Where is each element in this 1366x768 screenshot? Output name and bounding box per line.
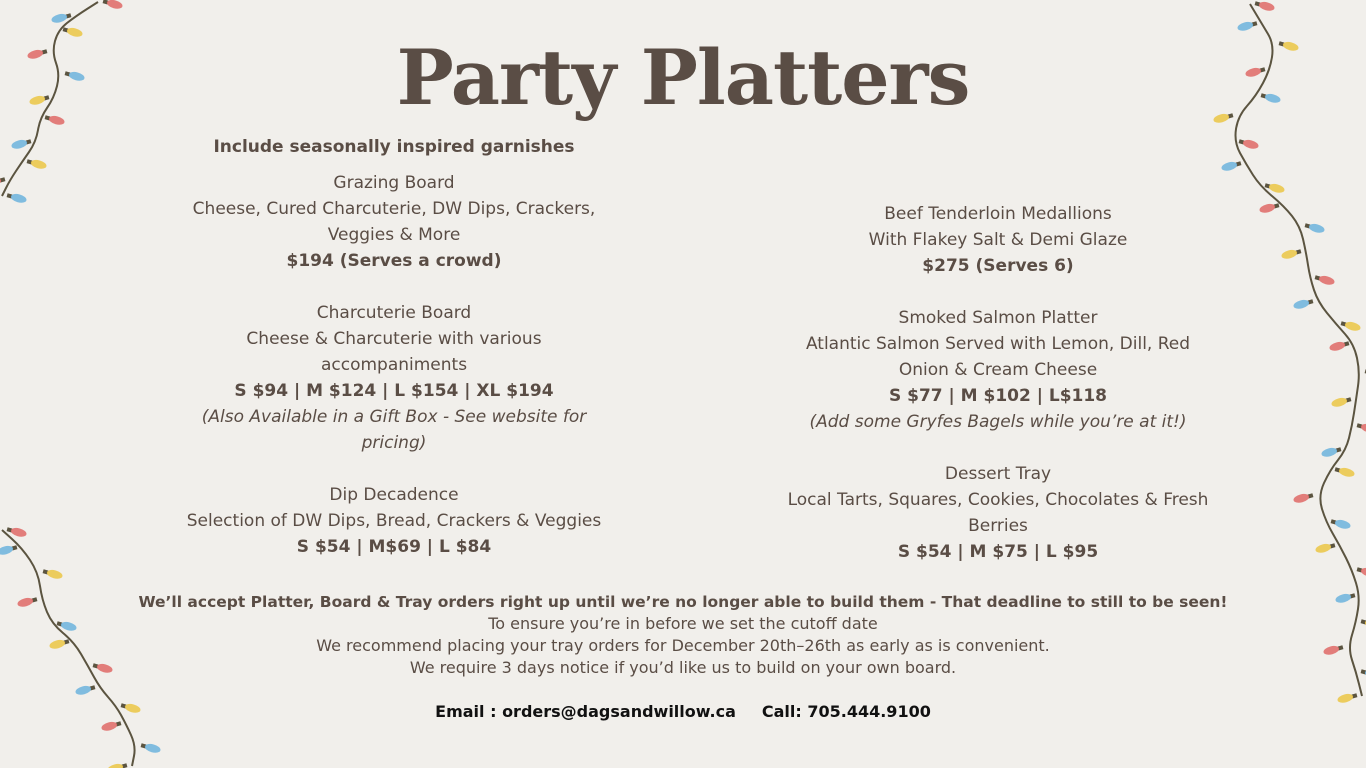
cutoff-note: To ensure you’re in before we set the cutoff date	[488, 614, 878, 633]
light-bulb-icon	[1329, 339, 1350, 352]
light-bulb-icon	[1259, 201, 1280, 214]
menu-item-grazing-board	[184, 170, 604, 274]
light-bulb-icon	[1254, 0, 1275, 12]
item-price: S $77 | M $102 | L$118	[888, 386, 1108, 406]
item-name: Smoked Salmon Platter	[898, 308, 1098, 328]
notice-requirement: We require 3 days notice if you’d like us to build on your own board.	[409, 658, 957, 677]
light-bulb-icon	[26, 157, 47, 170]
light-bulb-icon	[42, 567, 63, 580]
item-price: S $94 | M $124 | L $154 | XL $194	[234, 381, 554, 401]
contact-info	[0, 701, 1366, 723]
menu-item-dip-decadence	[184, 482, 604, 560]
light-bulb-icon	[1238, 137, 1259, 150]
order-info	[0, 591, 1366, 679]
item-description: Atlantic Salmon Served with Lemon, Dill, Red Onion & Cream Cheese	[805, 334, 1191, 380]
light-bulb-icon	[1281, 247, 1302, 260]
menu-item-smoked-salmon	[778, 305, 1218, 435]
order-deadline-note: We’ll accept Platter, Board & Tray orders right up until we’re no longer able to build them - That deadline to still to be seen!	[138, 593, 1228, 611]
item-description: Selection of DW Dips, Bread, Crackers & Veggies	[186, 511, 602, 531]
subheading: Include seasonally inspired garnishes	[213, 137, 575, 157]
left-menu-column	[184, 134, 604, 586]
email-link[interactable]: Email : orders@dagsandwillow.ca	[435, 702, 736, 721]
item-note: (Also Available in a Gift Box - See website for pricing)	[201, 407, 587, 453]
item-name: Dessert Tray	[944, 464, 1052, 484]
light-bulb-icon	[1356, 421, 1366, 434]
menu-item-dessert-tray	[778, 461, 1218, 565]
light-bulb-icon	[75, 683, 96, 696]
item-name: Beef Tenderloin Medallions	[884, 204, 1112, 224]
light-bulb-icon	[1331, 395, 1352, 408]
light-bulb-icon	[1314, 273, 1335, 286]
item-description: Cheese, Cured Charcuterie, DW Dips, Crackers, Veggies & More	[192, 199, 596, 245]
item-price: S $54 | M $75 | L $95	[897, 542, 1099, 562]
right-menu-column	[778, 201, 1218, 591]
light-bulb-icon	[1304, 221, 1325, 234]
item-name: Dip Decadence	[329, 485, 459, 505]
page-title: Party Platters	[396, 33, 970, 122]
item-price: S $54 | M$69 | L $84	[296, 537, 492, 557]
light-bulb-icon	[107, 761, 128, 768]
menu-item-charcuterie-board	[184, 300, 604, 456]
item-name: Charcuterie Board	[316, 303, 472, 323]
light-bulb-icon	[6, 191, 27, 204]
item-price: $275 (Serves 6)	[922, 256, 1074, 276]
light-bulb-icon	[140, 741, 161, 754]
recommendation-note: We recommend placing your tray orders for December 20th–26th as early as is convenient.	[316, 636, 1050, 655]
light-bulb-icon	[1334, 465, 1355, 478]
light-bulb-icon	[1293, 491, 1314, 504]
light-bulb-icon	[0, 175, 6, 188]
light-bulb-icon	[1340, 319, 1361, 332]
light-bulb-icon	[0, 543, 18, 556]
item-description: With Flakey Salt & Demi Glaze	[868, 230, 1128, 250]
light-bulb-icon	[102, 0, 123, 10]
light-bulb-icon	[1293, 297, 1314, 310]
item-name: Grazing Board	[333, 173, 455, 193]
item-note: (Add some Gryfes Bagels while you’re at it!)	[809, 412, 1187, 432]
item-description: Local Tarts, Squares, Cookies, Chocolates & Fresh Berries	[787, 490, 1209, 536]
light-bulb-icon	[1221, 159, 1242, 172]
menu-item-beef-tenderloin	[778, 201, 1218, 279]
phone-link[interactable]: Call: 705.444.9100	[761, 702, 931, 721]
light-bulb-icon	[1330, 517, 1351, 530]
item-price: $194 (Serves a crowd)	[286, 251, 502, 271]
light-bulb-icon	[11, 137, 32, 150]
light-bulb-icon	[1321, 445, 1342, 458]
item-description: Cheese & Charcuterie with various accompaniments	[246, 329, 542, 375]
light-bulb-icon	[1315, 541, 1336, 554]
light-bulb-icon	[1356, 565, 1366, 578]
